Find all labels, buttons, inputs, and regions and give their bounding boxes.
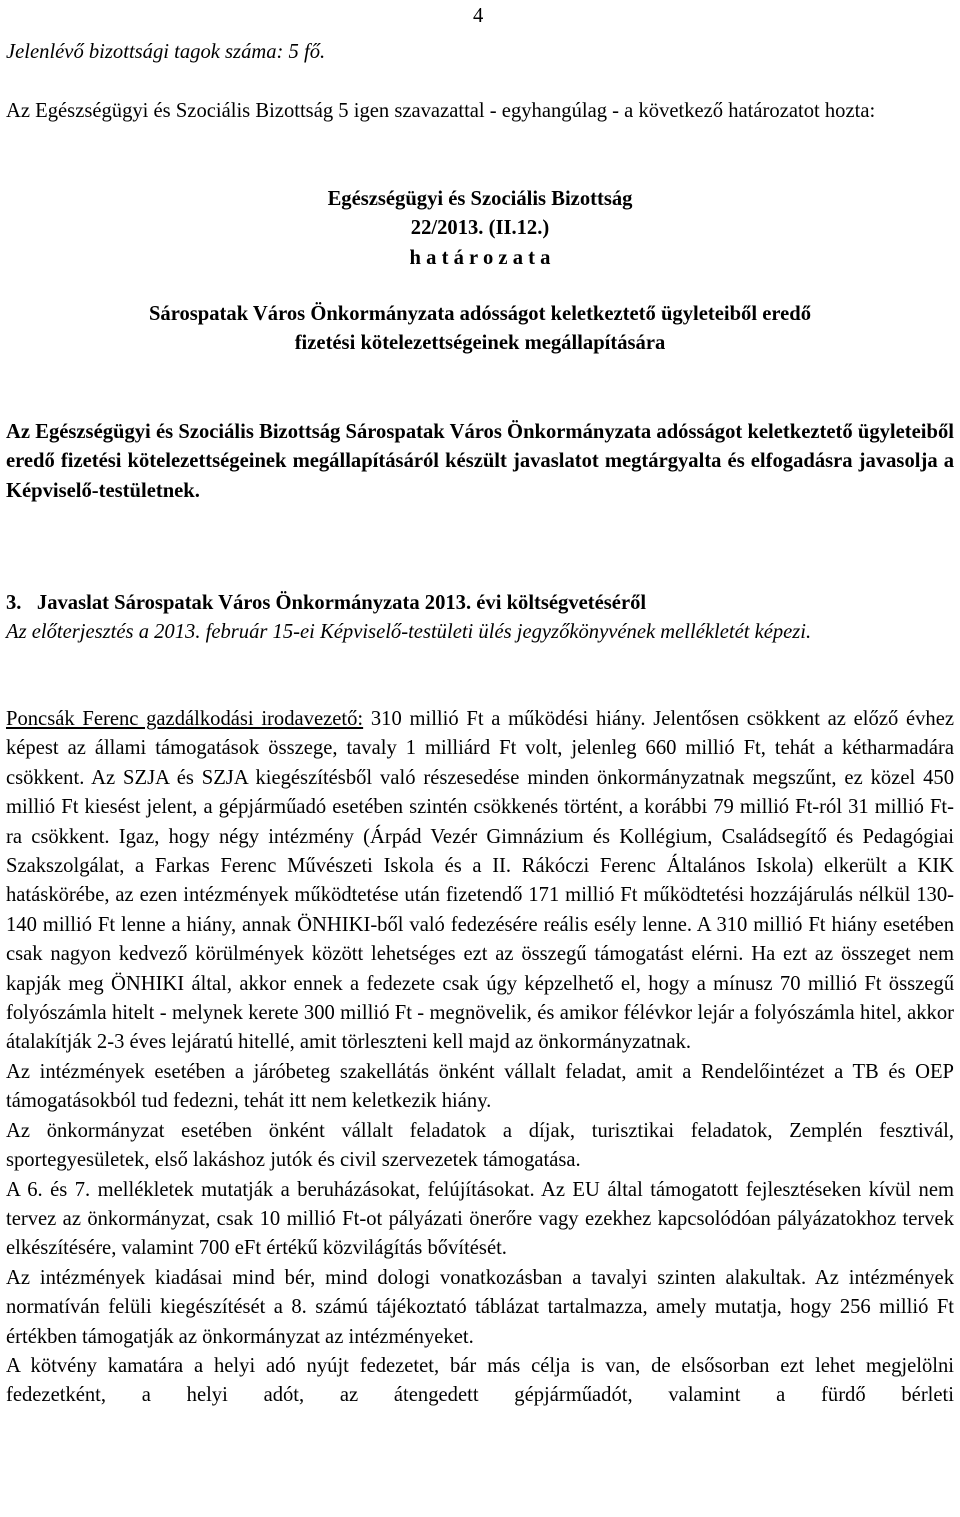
agenda-item-heading: 3. Javaslat Sárospatak Város Önkormányzata 2013. évi költségvetéséről — [6, 592, 647, 614]
paragraph: Az intézmények esetében a járóbeteg szakellátás önként vállalt feladat, amit a Rendelőintézet a TB és OEP támogatásokból tud fedezni, tehát itt nem keletkezik hiány. — [6, 1060, 954, 1113]
minutes-body — [6, 705, 954, 1411]
paragraph: A 6. és 7. mellékletek mutatják a beruházásokat, felújításokat. Az EU által támogatott fejlesztéseken kívül nem tervez az önkormányzat, csak 10 millió Ft-ot pályázati önerőre vagy ezekhez kapcsolódóan pályázatokhoz tervek elkészítésére, valamint 700 eFt értékű közvilágítás bővítését. — [6, 1178, 954, 1260]
resolution-word: h a t á r o z a t a — [409, 246, 551, 269]
attendance-line: Jelenlévő bizottsági tagok száma: 5 fő. — [6, 41, 326, 63]
paragraph-speaker — [6, 705, 954, 1058]
resolution-header — [0, 185, 960, 273]
paragraph: Az intézmények kiadásai mind bér, mind dologi vonatkozásban a tavalyi szinten alakultak. Az intézmények normatíván felüli kiegészítését a 8. számú tájékoztató táblázat tartalmazza, amely mutatja, hogy 256 millió Ft értékben támogatják az önkormányzat az intézményeket. — [6, 1266, 954, 1348]
resolution-body: Az Egészségügyi és Szociális Bizottság Sárospatak Város Önkormányzata adósságot keletkeztető ügyleteiből eredő fizetési kötelezettségeinek megállapításáról készült javaslatot megtárgyalta és elfogadásra javasolja a Képviselő-testületnek. — [6, 421, 954, 502]
resolution-number: 22/2013. (II.12.) — [410, 217, 550, 240]
resolution-committee: Egészségügyi és Szociális Bizottság — [327, 188, 633, 210]
paragraph-text: 310 millió Ft a működési hiány. Jelentősen csökkent az előző évhez képest az állami támogatások összege, tavaly 1 milliárd Ft volt, jelenleg 660 millió Ft, tehát a kétharmadára csökkent. Az SZJA és SZJA kiegészítésből való részesedése minden önkormányzatnak megszűnt, ez közel 450 millió Ft kiesést jelent, a gépjárműadó esetében szintén csökkenés történt, a korábbi 79 millió Ft-ról 31 millió Ft-ra csökkent. Igaz, hogy négy intézmény (Árpád Vezér Gimnázium és Kollégium, Családsegítő és Pedagógiai Szakszolgálat, a Farkas Ferenc Művészeti Iskola és a II. Rákóczi Ferenc Általános Iskola) elkerült a KIK hatáskörébe, az ezen intézmények működtetése után fizetendő 171 millió Ft működtetési hozzájárulás nélkül 130-140 millió Ft lenne a hiány, annak ÖNHIKI-ből való fedezésére reális esély lenne. A 310 millió Ft hiány esetében csak nagyon kedvező körülmények között lehetséges ezt az összegű támogatást elérni. Ha ezt az összeget nem kapják meg ÖNHIKI által, akkor ennek a fedezete csak úgy képzelhető el, hogy a mínusz 70 millió Ft összegű folyószámla hitelt - melynek kerete 300 millió Ft - megnövelik, és amikor félévkor lejár a folyószámla hitel, akkor átalakítják 2-3 éves lejáratú hitellé, amit törleszteni kell majd az önkormányzatnak. — [6, 708, 955, 1054]
resolution-title-line-2: fizetési kötelezettségeinek megállapítására — [294, 332, 666, 355]
resolution-title-line-1: Sárospatak Város Önkormányzata adósságot keletkeztető ügyleteiből eredő — [148, 303, 812, 325]
vote-sentence: Az Egészségügyi és Szociális Bizottság 5 igen szavazattal - egyhangúlag - a következő határozatot hozta: — [6, 100, 876, 122]
page-number: 4 — [473, 5, 484, 27]
resolution-title — [0, 300, 960, 359]
agenda-item-note: Az előterjesztés a 2013. február 15-ei Képviselő-testületi ülés jegyzőkönyvének mellékletét képezi. — [6, 621, 812, 643]
speaker-name: Poncsák Ferenc gazdálkodási irodavezető: — [6, 708, 364, 730]
paragraph: A kötvény kamatára a helyi adó nyújt fedezetet, bár más célja is van, de elsősorban ezt lehet megjelölni fedezetként, a helyi adót, az átengedett gépjárműadót, valamint a fürdő bérleti — [6, 1354, 954, 1407]
paragraph: Az önkormányzat esetében önként vállalt feladatok a díjak, turisztikai feladatok, Zemplén fesztivál, sportegyesületek, első lakáshoz jutók és civil szervezetek támogatása. — [6, 1119, 954, 1172]
